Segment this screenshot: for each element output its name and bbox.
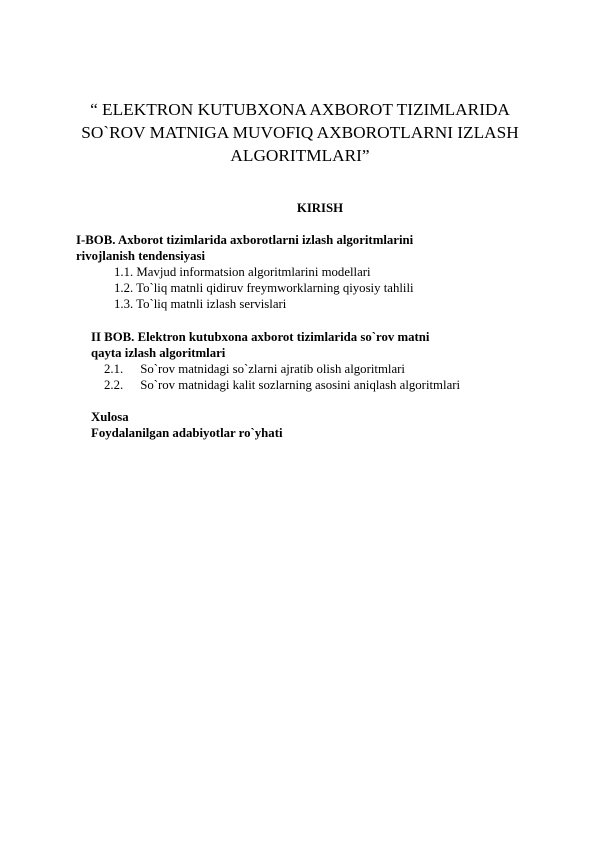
intro-heading: KIRISH	[296, 201, 344, 215]
conclusion-heading: Xulosa	[91, 410, 129, 424]
toc-item-number: 1.3.	[114, 297, 134, 311]
toc-item-number: 2.1.	[104, 362, 124, 376]
chapter-1-heading-line-2: rivojlanish tendensiyasi	[76, 249, 206, 263]
title-line-3: ALGORITMLARI”	[230, 146, 370, 165]
chapter-2-heading	[91, 329, 429, 361]
chapter-2-heading-line-1: II BOB. Elektron kutubxona axborot tizimlarida so`rov matni	[91, 330, 430, 344]
toc-item-text: So`rov matnidagi so`zlarni ajratib olish algoritmlari	[140, 362, 405, 376]
toc-item-text: Mavjud informatsion algoritmlarini modellari	[136, 265, 371, 279]
toc-item	[114, 264, 371, 280]
document-title	[60, 98, 540, 167]
toc-item-text: So`rov matnidagi kalit sozlarning asosini aniqlash algoritmlari	[140, 378, 461, 392]
toc-item	[114, 280, 414, 296]
toc-item-number: 1.1.	[114, 265, 134, 279]
references-heading: Foydalanilgan adabiyotlar ro`yhati	[91, 426, 283, 440]
toc-item-number: 1.2.	[114, 281, 134, 295]
chapter-2-heading-line-2: qayta izlash algoritmlari	[91, 346, 226, 360]
chapter-1-heading	[76, 232, 413, 264]
toc-item-text: To`liq matnli izlash servislari	[136, 297, 287, 311]
toc-item	[104, 361, 405, 377]
chapter-1-heading-line-1: I-BOB. Axborot tizimlarida axborotlarni izlash algoritmlarini	[76, 233, 414, 247]
toc-item-number: 2.2.	[104, 378, 124, 392]
title-line-1: “ ELEKTRON KUTUBXONA AXBOROT TIZIMLARIDA	[90, 100, 510, 119]
title-line-2: SO`ROV MATNIGA MUVOFIQ AXBOROTLARNI IZLASH	[81, 123, 519, 142]
toc-item-text: To`liq matnli qidiruv freymworklarning qiyosiy tahlili	[136, 281, 414, 295]
toc-item	[104, 377, 460, 393]
toc-item	[114, 296, 286, 312]
